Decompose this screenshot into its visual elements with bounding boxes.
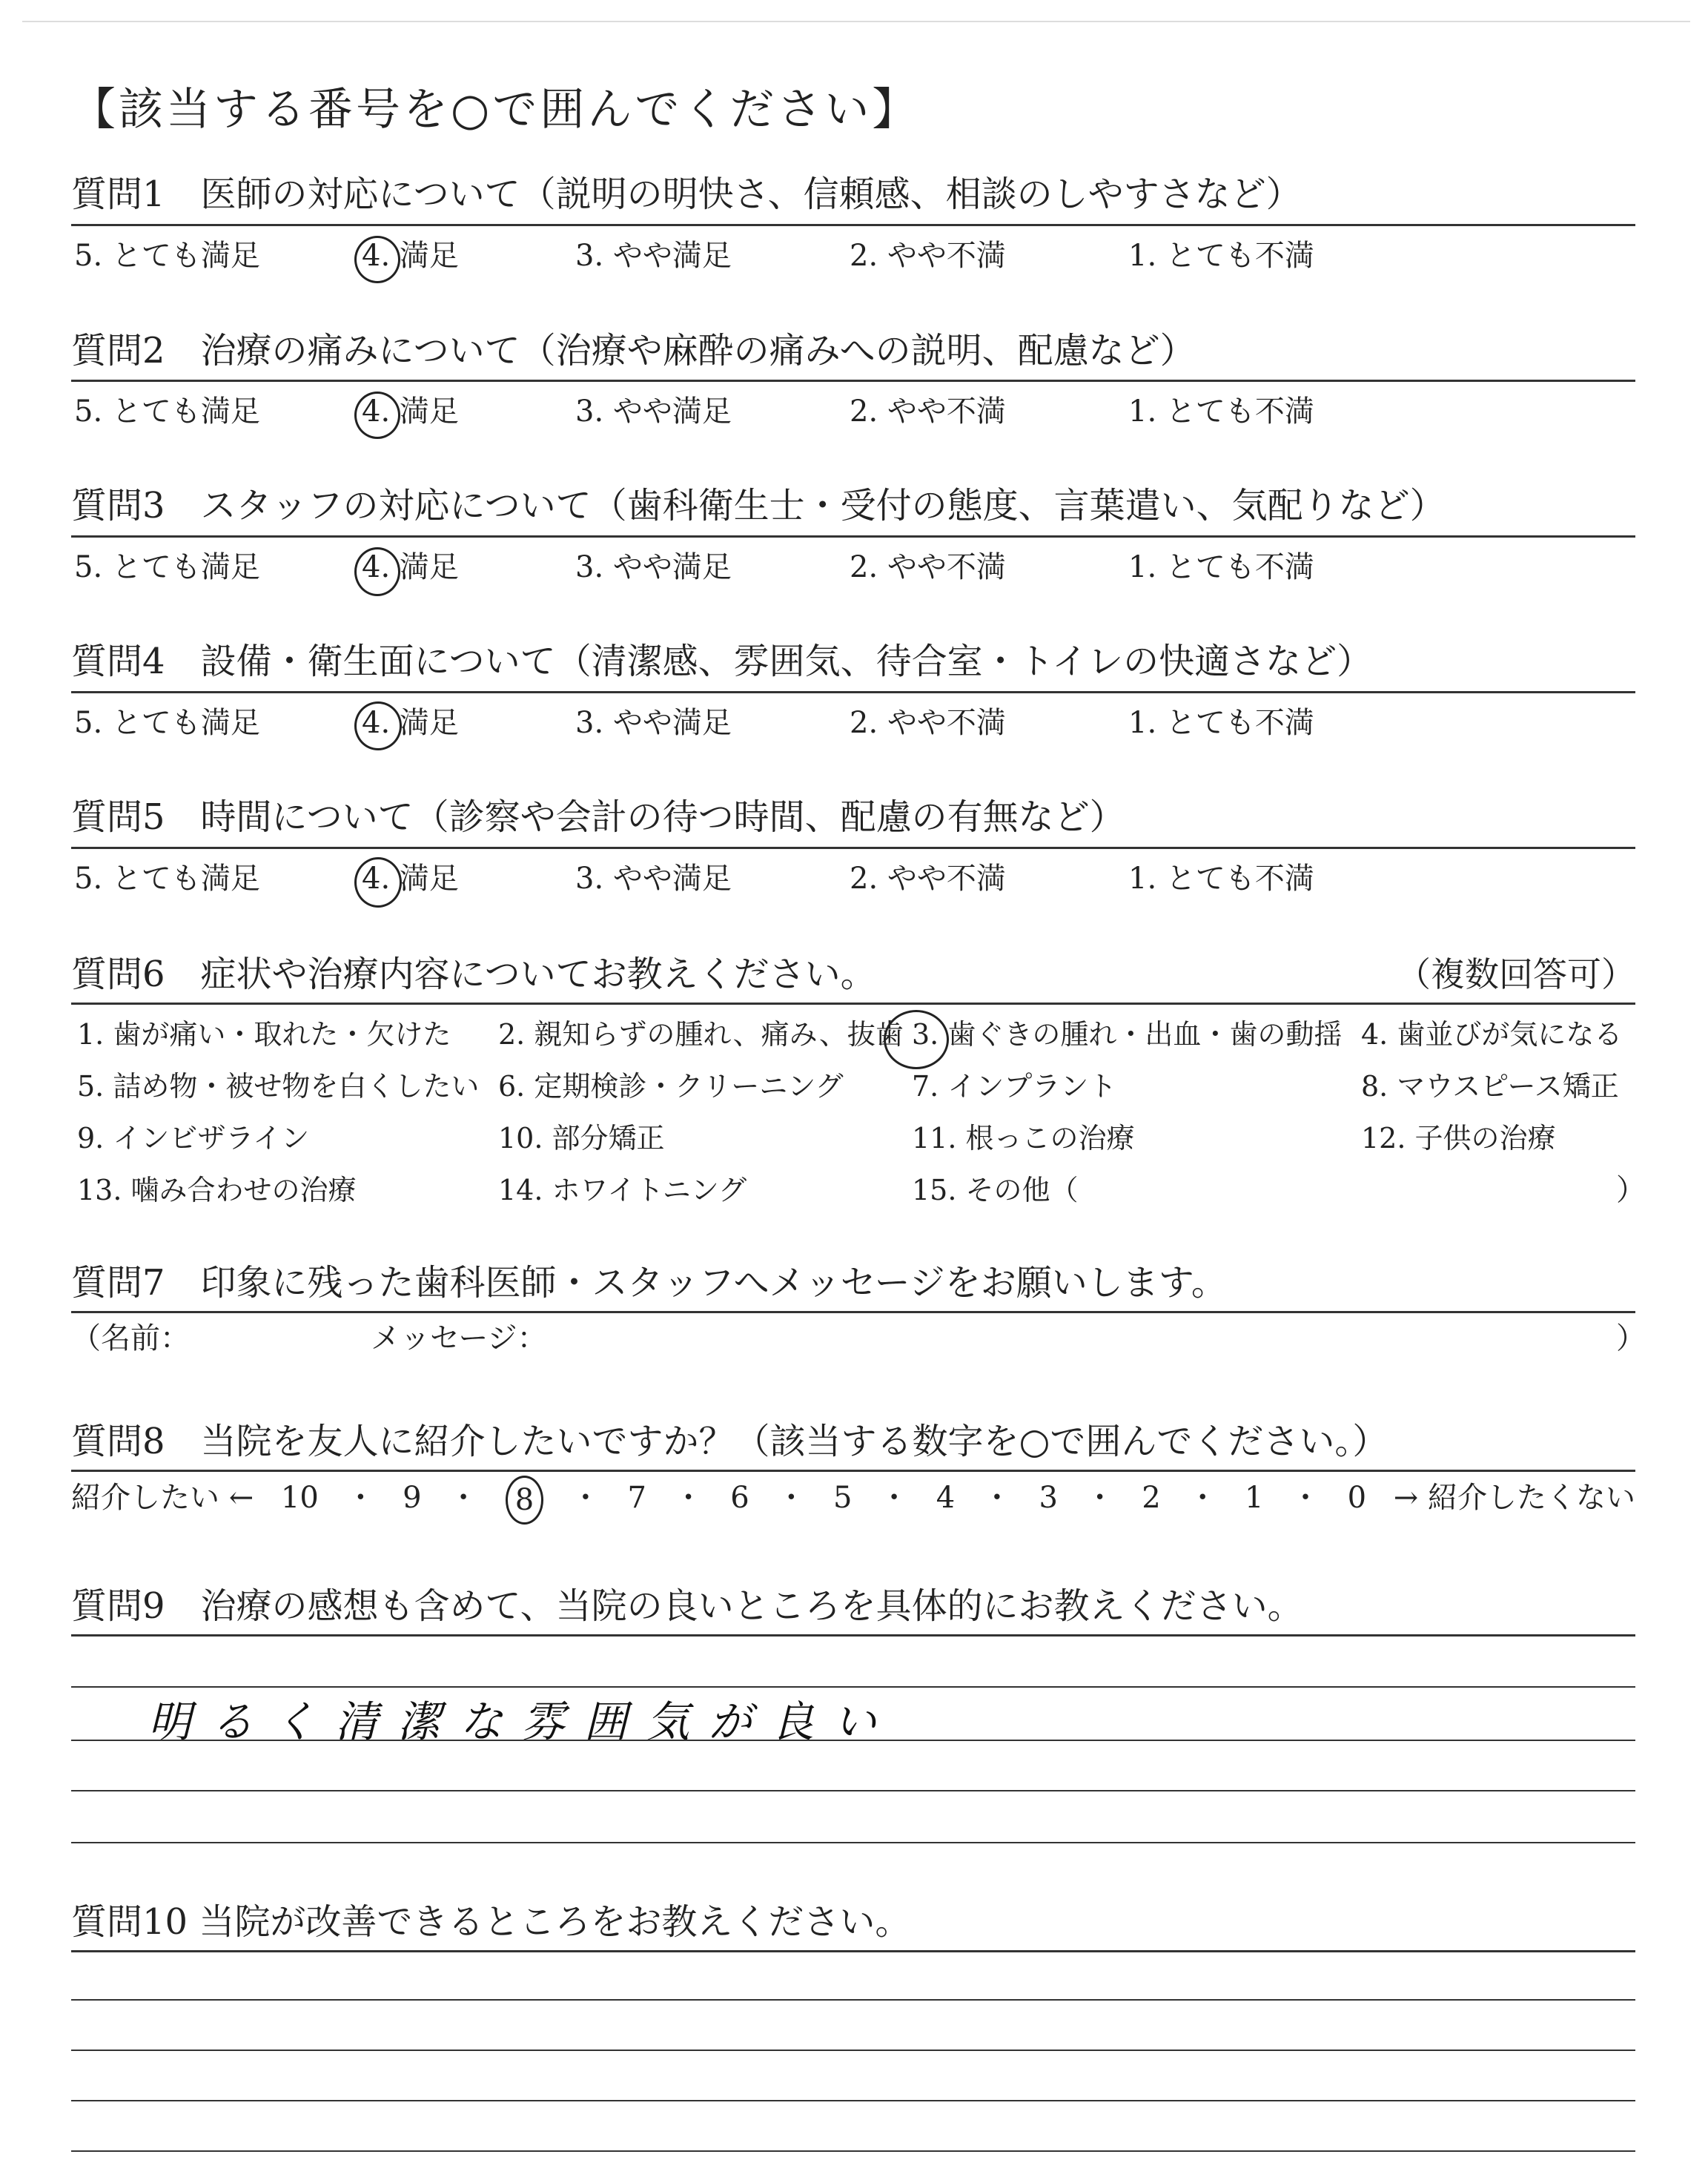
scale-value-7[interactable]: 7 — [627, 1481, 646, 1515]
q6-item-11[interactable]: 11. 根っこの治療 — [912, 1122, 1135, 1155]
q6-item-8[interactable]: 8. マウスピース矯正 — [1361, 1070, 1619, 1103]
q5-selection-circle — [354, 857, 402, 908]
q5-option-3[interactable]: 3. やや満足 — [575, 862, 732, 896]
scale-dot: ・ — [673, 1481, 704, 1515]
q3-selection-circle — [354, 547, 400, 596]
question-7-rule — [71, 1311, 1635, 1313]
answer-line — [71, 2050, 1635, 2051]
q6-item-6[interactable]: 6. 定期検診・クリーニング — [498, 1070, 844, 1103]
q7-name-label: （名前： — [71, 1321, 190, 1355]
q6-selection-circle — [884, 1010, 949, 1069]
q6-item-13[interactable]: 13. 噛み合わせの治療 — [77, 1174, 357, 1206]
q6-item-12[interactable]: 12. 子供の治療 — [1361, 1122, 1556, 1155]
q6-item-9[interactable]: 9. インビザライン — [77, 1122, 310, 1155]
scale-value-2[interactable]: 2 — [1142, 1481, 1161, 1515]
q6-item-1[interactable]: 1. 歯が痛い・取れた・欠けた — [77, 1018, 451, 1051]
scale-value-10[interactable]: 10 — [280, 1481, 319, 1515]
question-10-rule — [71, 1950, 1635, 1952]
q4-option-3[interactable]: 3. やや満足 — [575, 706, 732, 740]
q2-option-5[interactable]: 5. とても満足 — [74, 394, 260, 429]
q2-option-3[interactable]: 3. やや満足 — [575, 394, 732, 429]
scale-value-4[interactable]: 4 — [936, 1481, 956, 1515]
answer-line — [71, 1740, 1635, 1741]
q6-item-7[interactable]: 7. インプラント — [912, 1070, 1117, 1103]
scale-value-5[interactable]: 5 — [833, 1481, 853, 1515]
q1-option-4[interactable]: 4. 満足 — [362, 239, 459, 273]
q4-option-4[interactable]: 4. 満足 — [362, 706, 459, 740]
q6-item-15[interactable]: 15. その他（ — [912, 1174, 1079, 1206]
question-4-rule — [71, 691, 1635, 693]
q6-item-5[interactable]: 5. 詰め物・被せ物を白くしたい — [77, 1070, 480, 1103]
question-6-heading: 質問6 症状や治療内容についてお教えください。 — [71, 954, 876, 995]
q4-selection-circle — [354, 701, 402, 750]
q2-option-1[interactable]: 1. とても不満 — [1128, 394, 1314, 429]
q3-option-4[interactable]: 4. 満足 — [362, 550, 459, 584]
scale-dot: ・ — [1085, 1481, 1115, 1515]
q6-item-2[interactable]: 2. 親知らずの腫れ、痛み、抜歯 — [498, 1018, 904, 1051]
recommend-right-label: → 紹介したくない — [1393, 1481, 1635, 1515]
question-6-rule — [71, 1003, 1635, 1005]
page-title: 【該当する番号を○で囲んでください】 — [71, 84, 920, 136]
scale-value-3[interactable]: 3 — [1039, 1481, 1058, 1515]
q5-option-1[interactable]: 1. とても不満 — [1128, 862, 1314, 896]
q3-option-2[interactable]: 2. やや不満 — [850, 550, 1006, 584]
scale-dot: ・ — [879, 1481, 910, 1515]
scale-dot: ・ — [448, 1481, 479, 1515]
answer-line — [71, 2100, 1635, 2101]
question-8-rule — [71, 1470, 1635, 1472]
answer-line — [71, 1999, 1635, 2001]
scale-dot: ・ — [570, 1481, 600, 1515]
scale-value-0[interactable]: 0 — [1347, 1481, 1367, 1515]
q3-option-3[interactable]: 3. やや満足 — [575, 550, 732, 584]
answer-line — [71, 2150, 1635, 2152]
q7-message-label: メッセージ： — [371, 1321, 547, 1355]
scale-dot: ・ — [776, 1481, 807, 1515]
scale-value-6[interactable]: 6 — [730, 1481, 749, 1515]
question-8-heading: 質問8 当院を友人に紹介したいですか？（該当する数字を○で囲んでください。） — [71, 1421, 1388, 1462]
scale-value-9[interactable]: 9 — [403, 1481, 422, 1515]
question-1-rule — [71, 224, 1635, 226]
recommend-scale — [71, 1476, 1635, 1525]
scale-dot: ・ — [1291, 1481, 1321, 1515]
q5-option-2[interactable]: 2. やや不満 — [850, 862, 1006, 896]
q6-item-14[interactable]: 14. ホワイトニング — [498, 1174, 747, 1206]
q5-option-4[interactable]: 4. 満足 — [362, 862, 459, 896]
question-3-rule — [71, 535, 1635, 538]
q4-option-1[interactable]: 1. とても不満 — [1128, 706, 1314, 740]
q9-handwritten-answer[interactable]: 明るく清潔な雰囲気が良い — [148, 1697, 896, 1747]
question-9-rule — [71, 1634, 1635, 1636]
question-5-rule — [71, 847, 1635, 849]
q7-close-paren: ） — [1616, 1321, 1646, 1355]
scale-dot: ・ — [345, 1481, 376, 1515]
q2-option-4[interactable]: 4. 満足 — [362, 394, 459, 429]
question-4-heading: 質問4 設備・衛生面について（清潔感、雰囲気、待合室・トイレの快適さなど） — [71, 641, 1373, 682]
answer-line — [71, 1790, 1635, 1791]
scan-edge — [22, 21, 1690, 22]
question-10-heading: 質問10 当院が改善できるところをお教えください。 — [71, 1901, 911, 1943]
q6-item-3[interactable]: 3. 歯ぐきの腫れ・出血・歯の動揺 — [912, 1018, 1343, 1051]
q5-option-5[interactable]: 5. とても満足 — [74, 862, 260, 896]
recommend-left-label: 紹介したい ← — [71, 1481, 254, 1515]
q6-other-close-paren: ） — [1616, 1173, 1646, 1207]
q1-option-5[interactable]: 5. とても満足 — [74, 239, 260, 273]
question-9-heading: 質問9 治療の感想も含めて、当院の良いところを具体的にお教えください。 — [71, 1585, 1303, 1627]
question-7-heading: 質問7 印象に残った歯科医師・スタッフへメッセージをお願いします。 — [71, 1262, 1227, 1304]
question-3-heading: 質問3 スタッフの対応について（歯科衛生士・受付の態度、言葉遣い、気配りなど） — [71, 485, 1446, 526]
question-5-heading: 質問5 時間について（診察や会計の待つ時間、配慮の有無など） — [71, 796, 1125, 838]
q1-option-1[interactable]: 1. とても不満 — [1128, 239, 1314, 273]
scale-value-8[interactable]: 8 — [506, 1476, 543, 1525]
answer-line — [71, 1842, 1635, 1843]
question-2-rule — [71, 380, 1635, 382]
scale-value-1[interactable]: 1 — [1244, 1481, 1264, 1515]
scale-dot: ・ — [1188, 1481, 1218, 1515]
q2-selection-circle — [354, 392, 400, 439]
q1-option-2[interactable]: 2. やや不満 — [850, 239, 1006, 273]
scale-dot: ・ — [982, 1481, 1012, 1515]
q3-option-5[interactable]: 5. とても満足 — [74, 550, 260, 584]
q4-option-2[interactable]: 2. やや不満 — [850, 706, 1006, 740]
question-1-heading: 質問1 医師の対応について（説明の明快さ、信頼感、相談のしやすさなど） — [71, 174, 1302, 215]
q6-item-4[interactable]: 4. 歯並びが気になる — [1361, 1018, 1623, 1051]
q3-option-1[interactable]: 1. とても不満 — [1128, 550, 1314, 584]
q4-option-5[interactable]: 5. とても満足 — [74, 706, 260, 740]
q1-selection-circle — [354, 236, 400, 283]
multiple-answers-note: （複数回答可） — [1397, 954, 1635, 994]
q1-option-3[interactable]: 3. やや満足 — [575, 239, 732, 273]
q6-item-10[interactable]: 10. 部分矯正 — [498, 1122, 665, 1155]
question-2-heading: 質問2 治療の痛みについて（治療や麻酔の痛みへの説明、配慮など） — [71, 330, 1196, 371]
q2-option-2[interactable]: 2. やや不満 — [850, 394, 1006, 429]
